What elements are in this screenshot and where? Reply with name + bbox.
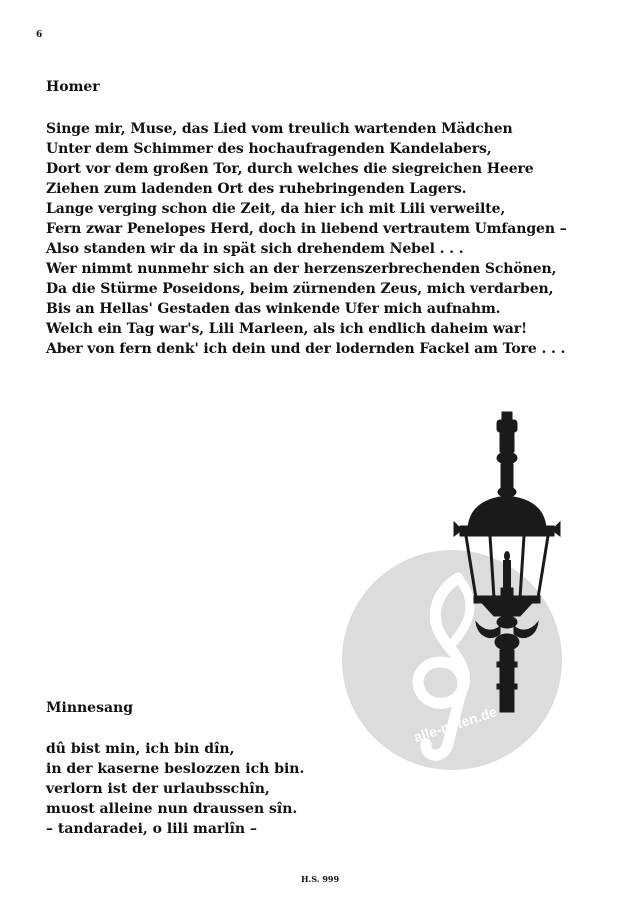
poem-line: Wer nimmt nunmehr sich an der herzenszerbrechenden Schönen, bbox=[46, 261, 557, 277]
poem-line: in der kaserne beslozzen ich bin. bbox=[46, 761, 305, 777]
poem-homer bbox=[46, 119, 567, 359]
lantern-illustration-icon bbox=[448, 410, 566, 715]
poem-line: Also standen wir da in spät sich drehendem Nebel . . . bbox=[46, 241, 464, 257]
poem-line: Dort vor dem großen Tor, durch welches die siegreichen Heere bbox=[46, 161, 534, 177]
poem-line: Lange verging schon die Zeit, da hier ich mit Lili verweilte, bbox=[46, 201, 506, 217]
page-number: 6 bbox=[36, 30, 43, 40]
poem-line: Unter dem Schimmer des hochaufragenden Kandelabers, bbox=[46, 141, 492, 157]
section-title-homer: Homer bbox=[46, 79, 100, 95]
poem-line: Aber von fern denk' ich dein und der lodernden Fackel am Tore . . . bbox=[46, 341, 566, 357]
poem-line: Bis an Hellas' Gestaden das winkende Ufer mich aufnahm. bbox=[46, 301, 501, 317]
poem-line: dû bist min, ich bin dîn, bbox=[46, 741, 235, 757]
poem-line: Welch ein Tag war's, Lili Marleen, als ich endlich daheim war! bbox=[46, 321, 528, 337]
poem-line: muost alleine nun draussen sîn. bbox=[46, 801, 298, 817]
poem-line: Fern zwar Penelopes Herd, doch in liebend vertrautem Umfangen – bbox=[46, 221, 567, 237]
poem-minnesang bbox=[46, 739, 304, 839]
watermark-text: alle-noten.de bbox=[411, 703, 499, 746]
poem-line: Ziehen zum ladenden Ort des ruhebringenden Lagers. bbox=[46, 181, 467, 197]
poem-line: Da die Stürme Poseidons, beim zürnenden Zeus, mich verdarben, bbox=[46, 281, 554, 297]
poem-line: verlorn ist der urlaubsschîn, bbox=[46, 781, 270, 797]
poem-line: Singe mir, Muse, das Lied vom treulich wartenden Mädchen bbox=[46, 121, 513, 137]
page-footer: H.S. 999 bbox=[300, 874, 340, 884]
section-title-minnesang: Minnesang bbox=[46, 700, 134, 716]
poem-line: – tandaradei, o lili marlîn – bbox=[46, 821, 257, 837]
